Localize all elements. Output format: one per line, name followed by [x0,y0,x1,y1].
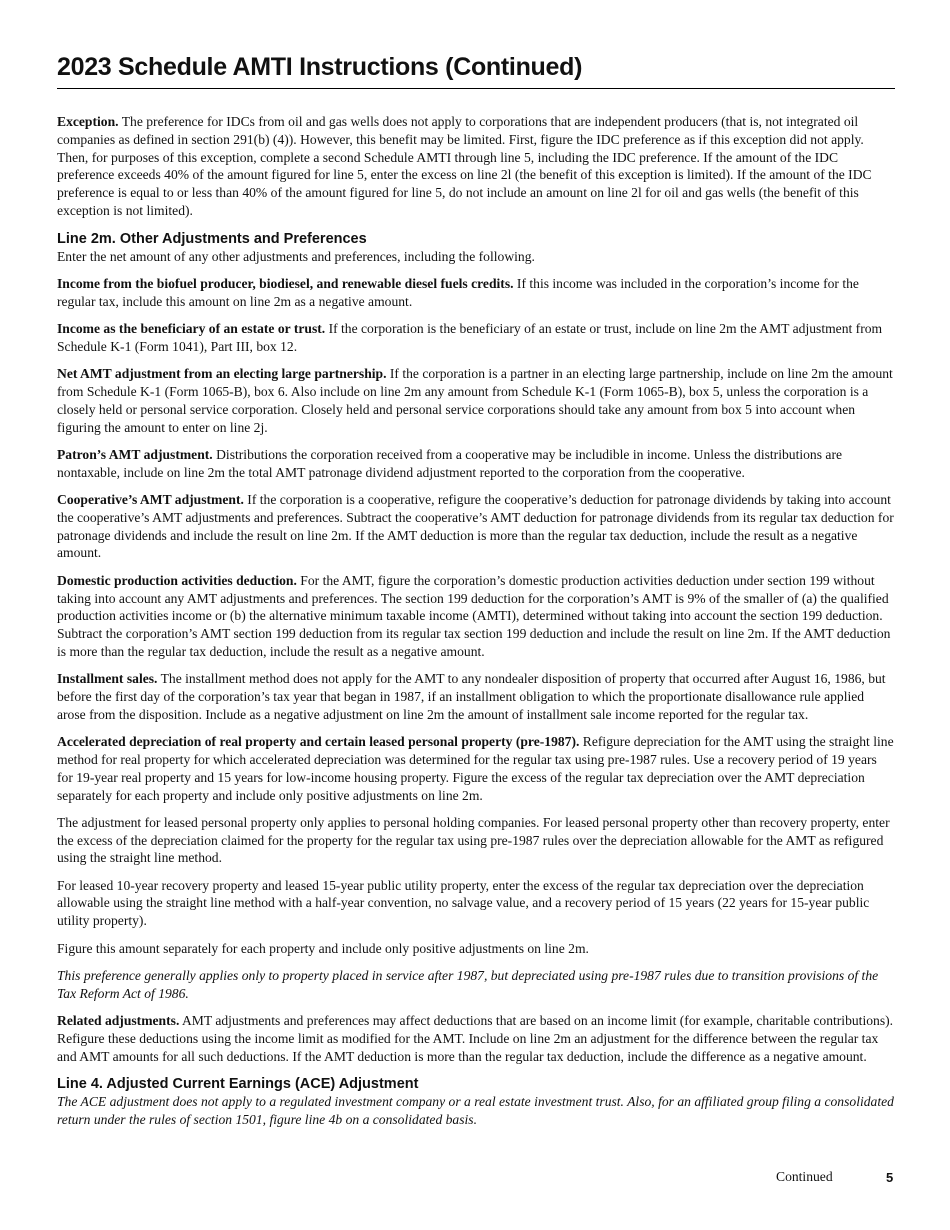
continued-label: Continued [776,1169,833,1184]
paragraph-text: If this income was included in the corporation’s income for the regular tax, include this amount on line 2m as a negative amount. [57,276,859,309]
paragraph [57,248,895,266]
paragraph [57,275,895,311]
page-footer [0,1169,950,1189]
paragraph-lead: Related adjustments. [57,1012,180,1028]
paragraph-text: Distributions the corporation received from a cooperative may be includible in income. Unless the distributions are nontaxable, include on line 2m the total AMT patronage dividend adjustment reported to the corporation from the cooperative. [57,446,843,480]
paragraph-text: The ACE adjustment does not apply to a regulated investment company or a real estate investment trust. Also, for an affiliated group filing a consolidated return under the rules of section 1501, figure line 4b on a consolidated basis. [57,1094,894,1128]
paragraph-text: AMT adjustments and preferences may affect deductions that are based on an income limit (for example, charitable contributions). Refigure these deductions using the income limit as modified for the AMT. Include on line 2m an adjustment for the difference between the regular tax and AMT amounts for all such deductions. If the AMT deduction is more than the regular tax deduction, include the difference as a negative amount. [57,1012,894,1064]
paragraph-lead: Net AMT adjustment from an electing large partnership. [57,366,387,382]
paragraph-text: The preference for IDCs from oil and gas wells does not apply to corporations that are independent producers (that is, not integrated oil companies as defined in section 291(b) (4)). However, this benefit may be limited. First, figure the IDC preference as if this exception did not apply. Then, for purposes of this exception, complete a second Schedule AMTI through line 5, including the IDC preference. If the amount of the IDC preference exceeds 40% of the amount figured for line 5, enter the excess on line 2l (the benefit of this exception is limited). If the amount of the IDC preference is equal to or less than 40% of the amount figured for line 5, do not include an amount on line 2l for oil and gas wells (the benefit of this exception is not limited). [57,114,872,218]
paragraph [57,446,895,482]
section-heading: Line 4. Adjusted Current Earnings (ACE) Adjustment [57,1076,419,1093]
paragraph [57,877,895,930]
paragraph-lead: Installment sales. [57,671,158,687]
page-number: 5 [886,1170,894,1185]
paragraph-lead: Domestic production activities deduction. [57,572,297,588]
paragraph [57,113,895,220]
paragraph [57,1012,895,1065]
paragraph [57,814,895,867]
paragraph-text: This preference generally applies only to property placed in service after 1987, but depreciated using pre-1987 rules due to transition provisions of the Tax Reform Act of 1986. [57,967,879,1001]
paragraph-lead: Income from the biofuel producer, biodiesel, and renewable diesel fuels credits. [57,276,514,292]
paragraph [57,365,895,436]
paragraph-text: The installment method does not apply for the AMT to any nondealer disposition of property that occurred after August 16, 1986, but before the first day of the corporation’s tax year that began in 1987, if an installment obligation to which the proportionate disallowance rule applied arose from the disposition. Include as a negative adjustment on line 2m the amount of installment sale income reported for the regular tax. [57,671,886,722]
paragraph-text: Enter the net amount of any other adjustments and preferences, including the following. [57,248,535,264]
paragraph [57,670,895,723]
paragraph-text: Figure this amount separately for each property and include only positive adjustments on line 2m. [57,940,589,956]
paragraph-lead: Income as the beneficiary of an estate or trust. [57,321,326,337]
section-heading: Line 2m. Other Adjustments and Preferences [57,230,367,247]
paragraph-text: If the corporation is the beneficiary of an estate or trust, include on line 2m the AMT adjustment from Schedule K-1 (Form 1041), Part III, box 12. [57,321,883,354]
paragraph-text: For leased 10-year recovery property and leased 15-year public utility property, enter the excess of the regular tax depreciation over the depreciation allowable using the straight line method with a half-year convention, no salvage value, and a recovery period of 15 years (22 years for 15-year public utility property). [57,877,870,929]
paragraph-lead: Cooperative’s AMT adjustment. [57,492,244,508]
paragraph [57,320,895,356]
paragraph-text: The adjustment for leased personal property only applies to personal holding companies. For leased personal property other than recovery property, enter the excess of the depreciation claimed for the property for the regular tax using pre-1987 rules over the depreciation allowable for the AMT as refigured using the straight line method. [57,814,890,866]
paragraph-text: For the AMT, figure the corporation’s domestic production activities deduction under section 199 without taking into account any AMT adjustments and preferences. The section 199 deduction for the corporation’s AMT is 9% of the smaller of (a) the qualified production activities income or (b) the alternative minimum taxable income (AMTI), determined without taking into account the section 199 deduction. Subtract the corporation’s AMT section 199 deduction from its regular tax section 199 deduction and include the result on line 2m. If the AMT deduction is more than the regular tax deduction, include the result as a negative amount. [57,572,891,659]
paragraph-lead: Accelerated depreciation of real property and certain leased personal property (pre-1987). [57,734,580,750]
paragraph-text: If the corporation is a partner in an electing large partnership, include on line 2m the amount from Schedule K-1 (Form 1065-B), box 6. Also include on line 2m any amount from Schedule K-1 (Form 1065-B), box 5, unless the corporation is a closely held or personal service corporation. Closely held and personal service corporations should take any amount from box 5 into account when figuring the amount to enter on line 2j. [57,366,893,435]
paragraph [57,733,895,804]
page-title: 2023 Schedule AMTI Instructions (Continued) [57,52,895,89]
paragraph-text: Refigure depreciation for the AMT using the straight line method for real property for which accelerated depreciation was determined for the regular tax using pre-1987 rules. Use a recovery period of 19 years for 19-year real property and 15 years for low-income housing property. Figure the excess of the regular tax depreciation over the AMT depreciation separately for each property and include only positive adjustments on line 2m. [57,734,894,803]
italic-note [57,1093,895,1129]
paragraph-text: If the corporation is a cooperative, refigure the cooperative’s deduction for patronage dividends by taking into account the cooperative’s AMT adjustments and preferences. Subtract the cooperative’s AMT deduction for patronage dividends from its regular tax deduction for patronage dividends and include the result on line 2m. If the AMT deduction is more than the regular tax deduction, include the result as a negative amount. [57,492,894,561]
paragraph [57,940,895,958]
paragraph [57,491,895,562]
document-body [57,113,895,1129]
paragraph-lead: Patron’s AMT adjustment. [57,446,213,462]
paragraph [57,572,895,661]
paragraph-lead: Exception. [57,114,119,129]
page [57,52,895,1138]
italic-note [57,967,895,1003]
